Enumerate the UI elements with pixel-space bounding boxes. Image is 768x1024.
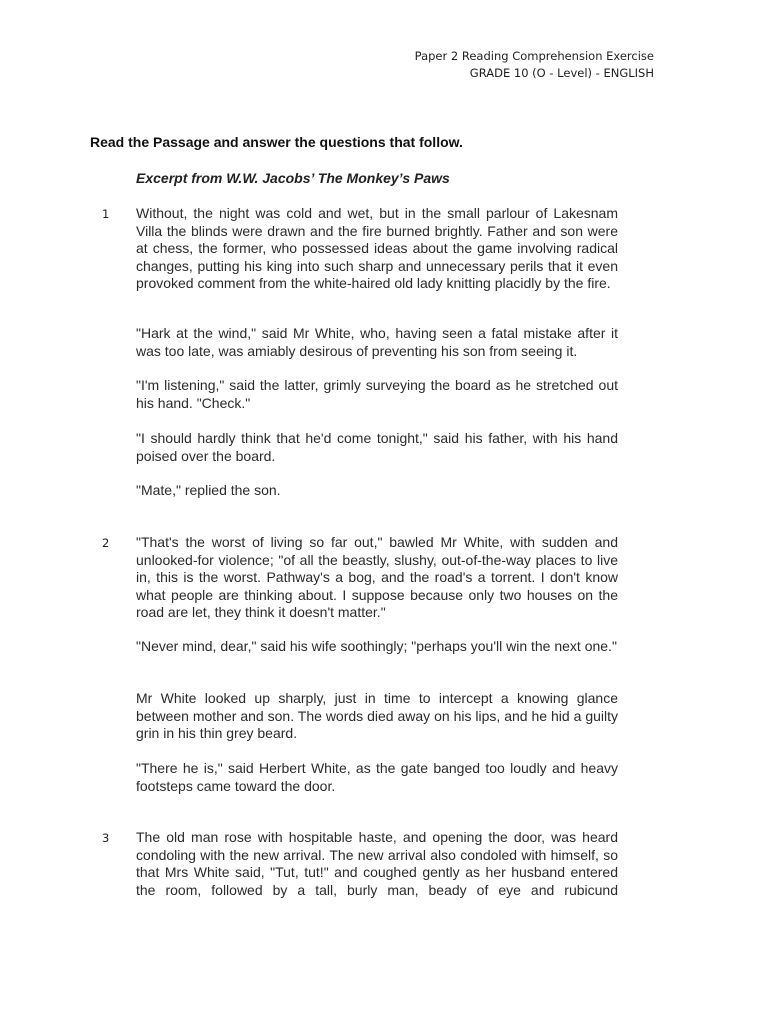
paragraph: "That's the worst of living so far out," bawled Mr White, with sudden and unlooked-for violence; "of all the beastly, slushy, out-of-the-way places to live in, this is the worst. Pathway's a bog, and the road's a torrent. I don't know what people are thinking about. I suppose because only two houses on the road are let, they think it doesn't matter." [136,534,618,620]
paragraph: The old man rose with hospitable haste, and opening the door, was heard condoling with the new arrival. The new arrival also condoled with himself, so that Mrs White said, "Tut, tut!" and coughed gently as her husband entered the room, followed by a tall, burly man, beady of eye and rubicund [136,829,618,898]
page-header [415,48,654,82]
paragraph: "Hark at the wind," said Mr White, who, having seen a fatal mistake after it was too late, was amiably desirous of preventing his son from seeing it. [136,325,618,359]
paragraph: Mr White looked up sharply, just in time to intercept a knowing glance between mother and son. The words died away on his lips, and he hid a guilty grin in his thin grey beard. [136,690,618,741]
paragraph: Without, the night was cold and wet, but in the small parlour of Lakesnam Villa the blinds were drawn and the fire burned brightly. Father and son were at chess, the former, who possessed ideas about the game involving radical changes, putting his king into such sharp and unnecessary perils that it even provoked comment from the white-haired old lady knitting placidly by the fire. [136,205,618,291]
header-line-2: GRADE 10 (O - Level) - ENGLISH [469,66,654,80]
section-number: 2 [102,536,110,550]
section-number: 1 [102,207,110,221]
paragraph: "There he is," said Herbert White, as the gate banged too loudly and heavy footsteps came toward the door. [136,760,618,794]
section-number: 3 [102,831,110,845]
header-line-1: Paper 2 Reading Comprehension Exercise [414,49,654,63]
paragraph: "Never mind, dear," said his wife soothingly; "perhaps you'll win the next one." [136,638,617,654]
paragraph: "I'm listening," said the latter, grimly surveying the board as he stretched out his hand. "Check." [136,377,618,411]
paragraph: "Mate," replied the son. [136,482,281,498]
instruction-heading: Read the Passage and answer the questions that follow. [90,134,463,150]
paragraph: "I should hardly think that he'd come tonight," said his father, with his hand poised over the board. [136,430,618,464]
excerpt-title: Excerpt from W.W. Jacobs’ The Monkey’s Paws [136,170,450,186]
